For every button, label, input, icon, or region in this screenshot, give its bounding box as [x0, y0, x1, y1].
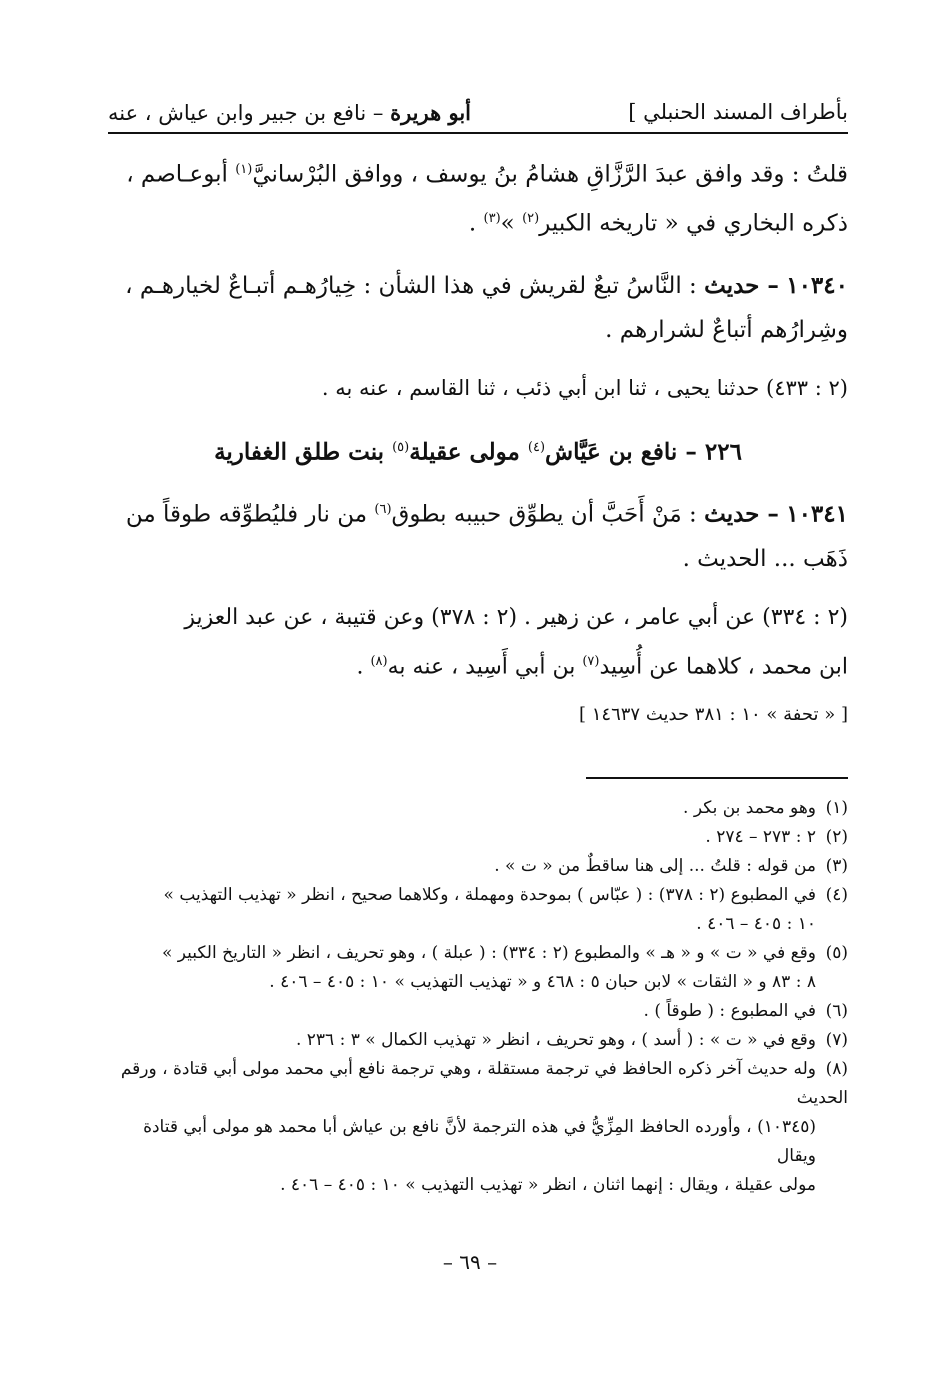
footnote: (٤)في المطبوع (٢ : ٣٧٨) : ( عبّاس ) بموحدة ومهملة ، وكلاهما صحيح ، انظر « تهذيب التهذيب » ١٠ : ٤٠٥ – ٤٠٦ .: [163, 885, 848, 934]
header-section-title: [108, 100, 471, 125]
hadith-number: ١٠٣٤١: [786, 500, 848, 528]
isnad-reference-2-line-2: ابن محمد ، كلاهما عن أُسِيد$^{(٧)}$ بن أبي أَسِيد ، عنه به$^{(٨)}$ .: [356, 654, 848, 680]
section-heading-226: ٢٢٦ – نافع بن عَيَّاش$^{(٤)}$ مولى عقيلة$^{(٥)}$ بنت طلق الغفارية: [214, 438, 742, 466]
opening-line-2: ذكره البخاري في « تاريخه الكبير$^{(٢)}$ »$^{(٣)}$ .: [468, 210, 848, 237]
hadith-label: – حديث: [704, 500, 779, 528]
hadith-10340: [108, 264, 848, 352]
header-companion-name: أبو هريرة: [390, 100, 471, 125]
hadith-10340-line-1: ١٠٣٤٠ – حديث : النَّاسُ تبعٌ لقريش في هذا الشأن : خِيارُهـم أتبـاعٌ لخيارهـم ،: [125, 272, 848, 299]
header-book-title: بأطراف المسند الحنبلي ]: [628, 100, 848, 124]
hadith-number: ١٠٣٤٠: [786, 272, 848, 299]
isnad-reference-2-line-1: (٢ : ٣٣٤) عن أبي عامر ، عن زهير . (٢ : ٣٧٨) وعن قتيبة ، عن عبد العزيز: [184, 605, 848, 630]
hadith-10341-line-1: ١٠٣٤١ – حديث : مَنْ أَحَبَّ أن يطوِّق حبيبه بطوق$^{(٦)}$ من نار فليُطوِّقه طوقاً من: [125, 500, 848, 528]
footnote: (٧)وقع في « ت » : ( أسد ) ، وهو تحريف ، انظر « تهذيب الكمال » ٣ : ٢٣٦ .: [295, 1030, 848, 1050]
footnote: (٦)في المطبوع : ( طوقاً ) .: [643, 1001, 848, 1021]
footnote-divider: [586, 777, 848, 779]
header-section-rest: – نافع بن جبير وابن عياش ، عنه: [108, 101, 384, 125]
hadith-10341-line-2: ذَهَب ... الحديث .: [682, 545, 848, 572]
opening-paragraph: [108, 148, 848, 245]
hadith-10341: [108, 488, 848, 581]
hadith-10340-line-2: وشِرارُهم أتباعٌ لشرارهم .: [605, 317, 848, 343]
tuhfa-citation: [ « تحفة » ١٠ : ٣٨١ حديث ١٤٦٣٧ ]: [579, 704, 848, 725]
running-header: [108, 98, 848, 134]
footnote: (٣)من قوله : قلتُ ... إلى هنا ساقطٌ من « ت » .: [494, 856, 848, 876]
hadith-label: – حديث: [704, 272, 779, 299]
footnote: (٢)٢ : ٢٧٣ – ٢٧٤ .: [705, 827, 848, 847]
footnotes: [108, 794, 848, 1200]
opening-line-1: قلتُ : وقد وافق عبدَ الرَّزَّاقِ هشامُ بنُ يوسف ، ووافق البُرْسانيَّ$^{(١)}$ أبوعـاصم ،: [126, 161, 848, 188]
page-number: – ٦٩ –: [442, 1250, 498, 1274]
footnote: (٥)وقع في « ت » و « هـ » والمطبوع (٢ : ٣٣٤) : ( عبلة ) ، وهو تحريف ، انظر « التاريخ الكبير » ٨ : ٨٣ و « الثقات » لابن حبان ٥ : ٤٦٨ و « تهذيب التهذيب » ١٠ : ٤٠٥ – ٤٠٦ .: [161, 943, 848, 992]
footnote: (١)وهو محمد بن بكر .: [683, 798, 848, 818]
footnote: (٨)وله حديث آخر ذكره الحافظ في ترجمة مستقلة ، وهي ترجمة نافع أبي محمد مولى أبي قتادة ، ورقم الحديث (١٠٣٤٥) ، وأورده الحافظ المِزِّيُّ في هذه الترجمة لأنَّ نافع بن عياش أبا محمد هو مولى أبي قتادة ويقال مولى عقيلة ، ويقال : إنهما اثنان ، انظر « تهذيب التهذيب » ١٠ : ٤٠٥ – ٤٠٦ .: [120, 1059, 848, 1195]
isnad-reference-2: [108, 596, 848, 689]
isnad-reference-1: (٢ : ٤٣٣) حدثنا يحيى ، ثنا ابن أبي ذئب ، ثنا القاسم ، عنه به .: [321, 376, 848, 400]
